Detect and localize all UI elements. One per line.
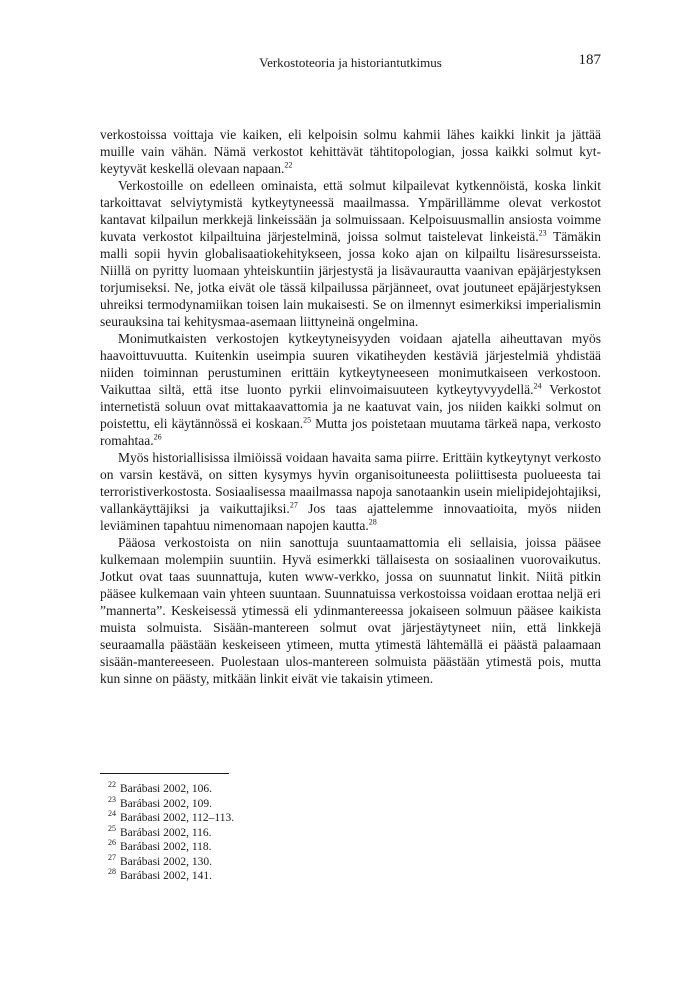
footnote-item: [108, 852, 408, 870]
footnote-text: Barábasi 2002, 112–113.: [120, 812, 235, 824]
footnote-number: 28: [108, 867, 116, 877]
footnote-item: [108, 823, 408, 841]
footnote-item: [108, 840, 408, 855]
text-run: Monimutkaisten verkostojen kytkeytyneisyyden voidaan ajatella aiheuttavan myös haavoittuvuutta. Kuitenkin useimpia suuren vikatiheyden kestäviä järjestelmiä yhdistää niiden toiminnan perustuminen erittäin kytkeytyneeseen monimutkaiseen verkostoon. Vaikuttaa siltä, että itse luonto pyrkii elinvoimaisuuteen kytkeytyvyydellä.: [100, 331, 601, 397]
footnote-text: Barábasi 2002, 116.: [120, 826, 212, 839]
footnote-item: [108, 782, 408, 797]
text-run: Tämäkin malli sopii hyvin globalisaatiokehitykseen, jossa koko ajan on kilpailtu lisäresursseista. Niillä on pyritty luomaan yhteiskuntiin järjestystä ja lisävaurautta vaanivan epäjärjestyksen torjumiseksi. Ne, jotka eivät ole tässä kilpailussa pärjänneet, ovat joutuneet epäjärjestyksen uhreiksi termodynamiikan toisen lain mukaisesti. Se on ilmennyt esimerkiksi imperialismin seurauksina tai kehitysmaa-asemaan liittyneinä ongelmina.: [100, 229, 601, 329]
footnote-text: Barábasi 2002, 130.: [120, 855, 212, 868]
footnote-number: 25: [108, 823, 116, 833]
text-run: Pääosa verkostoista on niin sanottuja suuntaamattomia eli sellaisia, joissa pääsee kulkemaan molempiin suuntiin. Hyvä esimerkki tällaisesta on sosiaalinen vuorovaikutus. Jotkut ovat taas suunnattuja, kuten www-verkko, jossa on suunnatut linkit. Niitä pitkin pääsee kulkemaan vain yhteen suuntaan. Suunnatuissa verkostoissa voidaan erottaa neljä eri ”mannerta”. Keskeisessä ytimessä eli ydinmantereessa jokaiseen solmuun pääsee kaikista muista solmuista. Sisään-mantereen solmut ovat järjestäytyneet niin, että linkkejä seuraamalla päästään keskeiseen ytimeen, mutta ytimestä lähtemällä ei päästä palaamaan sisään-mantereeseen. Puolestaan ulos-mantereen solmuista päästään ytimestä pois, mutta kun sinne on päästy, mitkään linkit eivät vie takaisin ytimeen.: [100, 535, 601, 686]
footnote-reference[interactable]: 24: [533, 381, 542, 391]
footnote-text: Barábasi 2002, 118.: [120, 841, 212, 853]
footnote-item: [108, 869, 408, 884]
footnote-number: 22: [108, 780, 116, 790]
paragraph: [100, 177, 601, 330]
footnote-number: 23: [108, 794, 116, 804]
text-run: Jos taas ajattelemme innovaatioita, myös niiden leviäminen tapahtuu nimenomaan napojen kautta.: [100, 501, 602, 533]
body-text: [100, 126, 601, 687]
footnote-reference[interactable]: 26: [153, 432, 162, 442]
paragraph: [100, 330, 601, 449]
paragraph: [100, 534, 601, 687]
footnote-reference[interactable]: 23: [538, 228, 547, 238]
footnote-number: 24: [108, 809, 116, 819]
running-title: Verkostoteoria ja historiantutkimus: [259, 55, 442, 70]
footnote-divider: [100, 773, 229, 774]
paragraph: [100, 126, 601, 177]
footnote-item: [108, 794, 408, 812]
footnote-reference[interactable]: 27: [289, 500, 298, 510]
footnote-text: Barábasi 2002, 141.: [120, 870, 212, 882]
footnote-text: Barábasi 2002, 109.: [120, 797, 212, 810]
text-run: Myös historiallisissa ilmiöissä voidaan havaita sama piirre. Erittäin kytkeytynyt verkosto on varsin kestävä, on sitten kysymys hyvin organisoituneesta poliittisesta puolueesta tai terroristiverkostosta. Sosiaalisessa maailmassa napoja sanotaankin usein mielipidejohtajiksi, vallankäyttäjiksi ja vaikuttajiksi.: [100, 450, 601, 516]
text-run: Verkostoille on edelleen ominaista, että solmut kilpailevat kytkennöistä, koska linkit tarkoittavat selviytymistä kytkeytyneessä maailmassa. Ympärillämme olevat verkostot kantavat kilpailun merkkejä linkeissään ja solmuissaan. Kelpoisuusmallin ansiosta voimme kuvata verkostot kilpailtuina järjestelminä, joissa solmut taistelevat linkeistä.: [100, 178, 601, 244]
footnote-text: Barábasi 2002, 106.: [120, 783, 212, 795]
paragraph: [100, 449, 601, 534]
text-run: Verkostot internetistä soluun ovat mittakaavattomia ja ne kaatuvat vain, jos niiden kaikki solmut on poistettu, eli käytännössä ei koskaan.: [100, 382, 601, 431]
footnote-reference[interactable]: 28: [368, 517, 377, 527]
running-header: [100, 52, 601, 72]
page-number: 187: [578, 52, 601, 68]
footnote-item: [108, 811, 408, 826]
text-run: Mutta jos poistetaan muutama tärkeä napa, verkosto romahtaa.: [100, 416, 601, 448]
text-run: verkostoissa voittaja vie kaiken, eli kelpoisin solmu kahmii lähes kaikki linkit ja jättää muille vain vähän. Nämä verkostot kehittävät tähtitopologian, jossa kaikki solmut kytkeytyvät keskellä olevaan napaan.: [100, 127, 601, 176]
footnote-reference[interactable]: 25: [303, 415, 312, 425]
footnote-reference[interactable]: 22: [284, 160, 293, 170]
footnote-number: 26: [108, 838, 116, 848]
footnote-list: [108, 782, 408, 884]
footnote-number: 27: [108, 852, 116, 862]
